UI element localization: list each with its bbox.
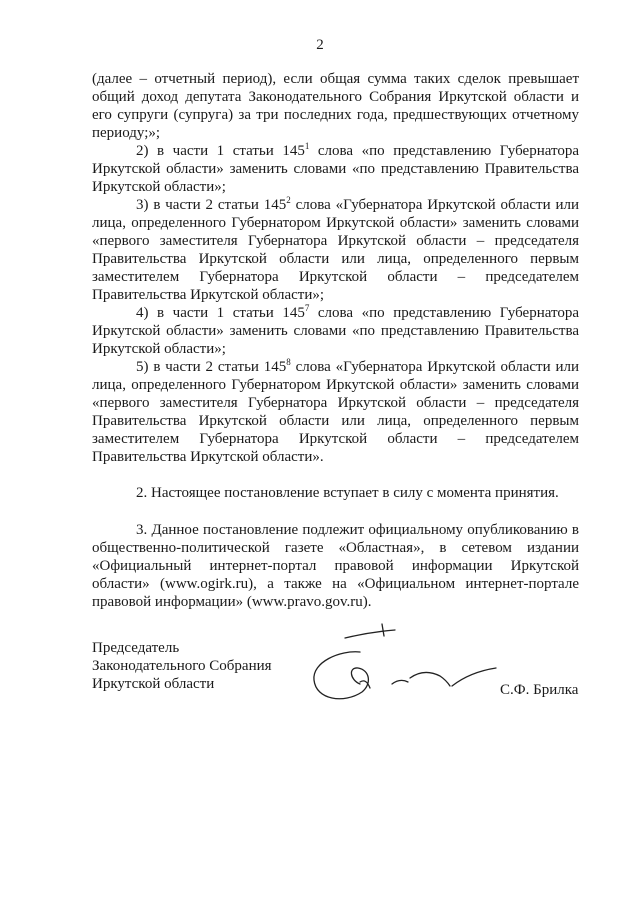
- superscript: 8: [286, 357, 291, 367]
- paragraph-section-2: 2. Настоящее постановление вступает в силу с момента принятия.: [136, 485, 559, 501]
- signatory-title-line-1: Председатель: [92, 640, 180, 656]
- paragraph-item-4: [92, 304, 579, 358]
- superscript: 1: [304, 141, 310, 151]
- superscript: 7: [304, 303, 310, 313]
- paragraph-continuation: (далее – отчетный период), если общая сумма таких сделок превышает общий доход депутата Законодательного Собрания Иркутской области и его супруги (супруга) за три последних года, предшествующих отчетному периоду;»;: [92, 71, 579, 141]
- paragraph-section-3: 3. Данное постановление подлежит официальному опубликованию в общественно-политической газете «Областная», в сетевом издании «Официальный интернет-портал правовой информации Иркутской области» (www.ogirk.ru), а также на «Официальном интернет-портале правовой информации» (www.pravo.gov.ru).: [92, 522, 579, 610]
- paragraph-item-4-rest: слова «по представлению Губернатора Иркутской области» заменить словами «по представлению Правительства Иркутской области»;: [92, 305, 580, 357]
- paragraph-item-2-start: 2) в части 1 статьи 145: [136, 143, 305, 159]
- paragraph-item-5-rest: слова «Губернатора Иркутской области или лица, определенного Губернатором Иркутской области» заменить словами «первого заместителя Губернатора Иркутской области – председателя Правительства Иркутской области или лица, определенного первым заместителем Губернатора Иркутской области – председателем Правительства Иркутской области».: [92, 359, 580, 465]
- paragraph-item-2: [92, 142, 579, 196]
- paragraph-item-2-rest: слова «по представлению Губернатора Иркутской области» заменить словами «по представлению Правительства Иркутской области»;: [92, 143, 580, 195]
- signatory-title: [92, 639, 292, 693]
- superscript: 2: [286, 195, 291, 205]
- signatory-name: С.Ф. Брилка: [500, 682, 579, 698]
- paragraph-item-5: [92, 358, 579, 466]
- signatory-title-line-3: Иркутской области: [92, 676, 215, 692]
- paragraph-item-4-start: 4) в части 1 статьи 145: [136, 305, 305, 321]
- paragraph-item-5-start: 5) в части 2 статьи 145: [136, 359, 287, 375]
- document-body: [92, 70, 579, 611]
- paragraph-item-3-rest: слова «Губернатора Иркутской области или лица, определенного Губернатором Иркутской области» заменить словами «первого заместителя Губернатора Иркутской области – председателя Правительства Иркутской области или лица, определенного первым заместителем Губернатора Иркутской области – председателем Правительства Иркутской области»;: [92, 197, 580, 303]
- signatory-title-line-2: Законодательного Собрания: [92, 658, 272, 674]
- page-number: 2: [316, 37, 324, 53]
- handwritten-signature: [300, 620, 500, 720]
- paragraph-item-3: [92, 196, 579, 304]
- paragraph-item-3-start: 3) в части 2 статьи 145: [136, 197, 287, 213]
